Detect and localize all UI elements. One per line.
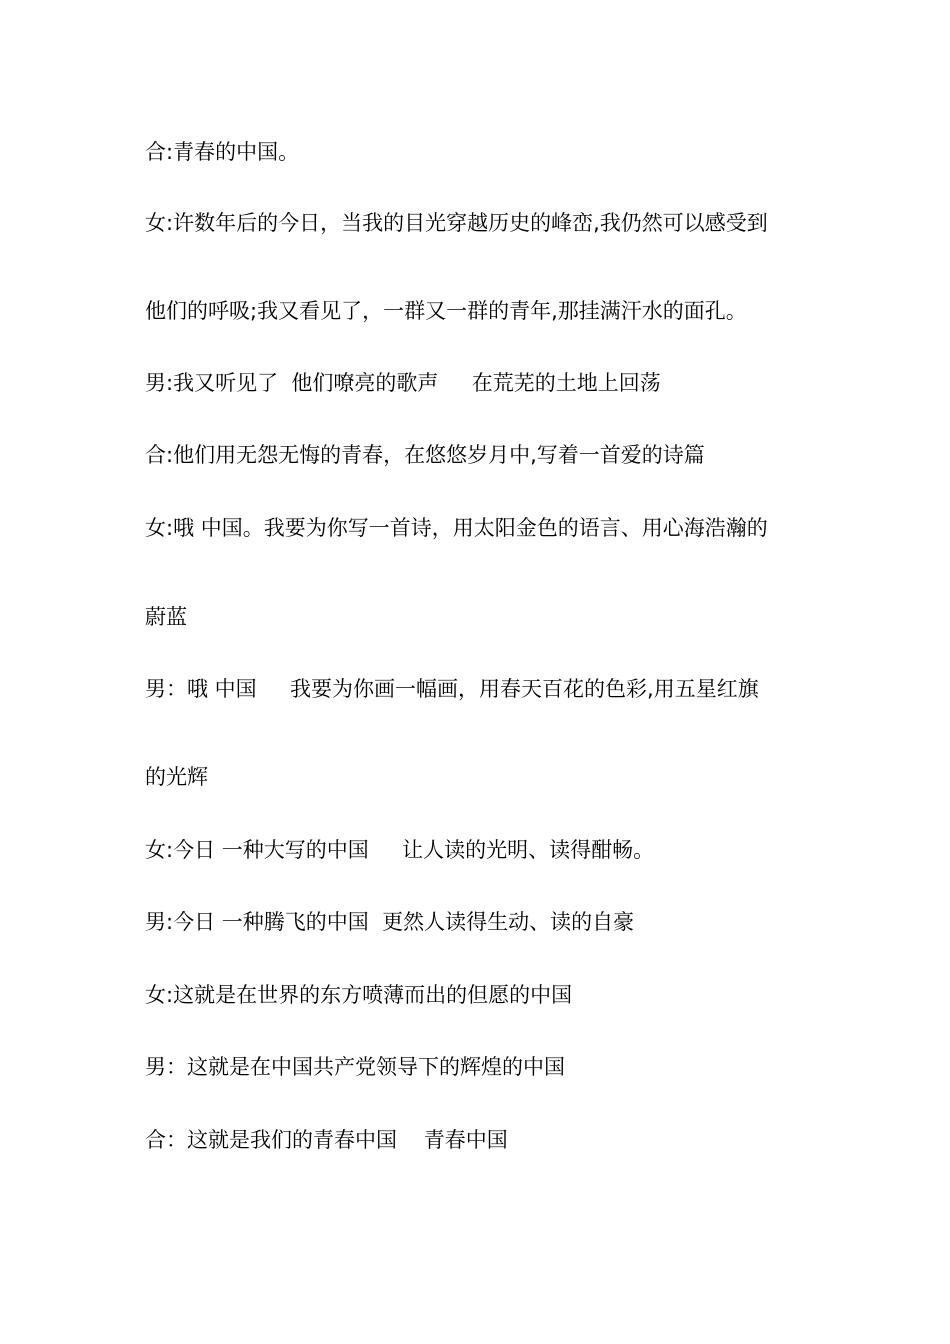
- text-line-13: 男：这就是在中国共产党领导下的辉煌的中国: [145, 1055, 565, 1079]
- text-line-6: 女:哦 中国。我要为你写一首诗，用太阳金色的语言、用心海浩瀚的: [145, 516, 768, 540]
- text-line-12: 女:这就是在世界的东方喷薄而出的但愿的中国: [145, 983, 573, 1007]
- text-line-4: 男:我又听见了 他们嘹亮的歌声 在荒芜的土地上回荡: [145, 371, 661, 395]
- text-line-10: 女:今日 一种大写的中国 让人读的光明、读得酣畅。: [145, 838, 655, 862]
- text-line-1: 合:青春的中国。: [145, 140, 300, 164]
- text-line-9: 的光辉: [145, 765, 208, 789]
- text-line-7: 蔚蓝: [145, 605, 187, 629]
- text-line-11: 男:今日 一种腾飞的中国 更然人读得生动、读的自豪: [145, 910, 635, 934]
- text-line-8: 男：哦 中国 我要为你画一幅画，用春天百花的色彩,用五星红旗: [145, 677, 759, 701]
- text-line-5: 合:他们用无怨无悔的青春，在悠悠岁月中,写着一首爱的诗篇: [145, 443, 705, 467]
- text-line-3: 他们的呼吸;我又看见了，一群又一群的青年,那挂满汗水的面孔。: [145, 299, 747, 323]
- text-line-14: 合：这就是我们的青春中国 青春中国: [145, 1128, 508, 1152]
- text-line-2: 女:许数年后的今日，当我的目光穿越历史的峰峦,我仍然可以感受到: [145, 211, 768, 235]
